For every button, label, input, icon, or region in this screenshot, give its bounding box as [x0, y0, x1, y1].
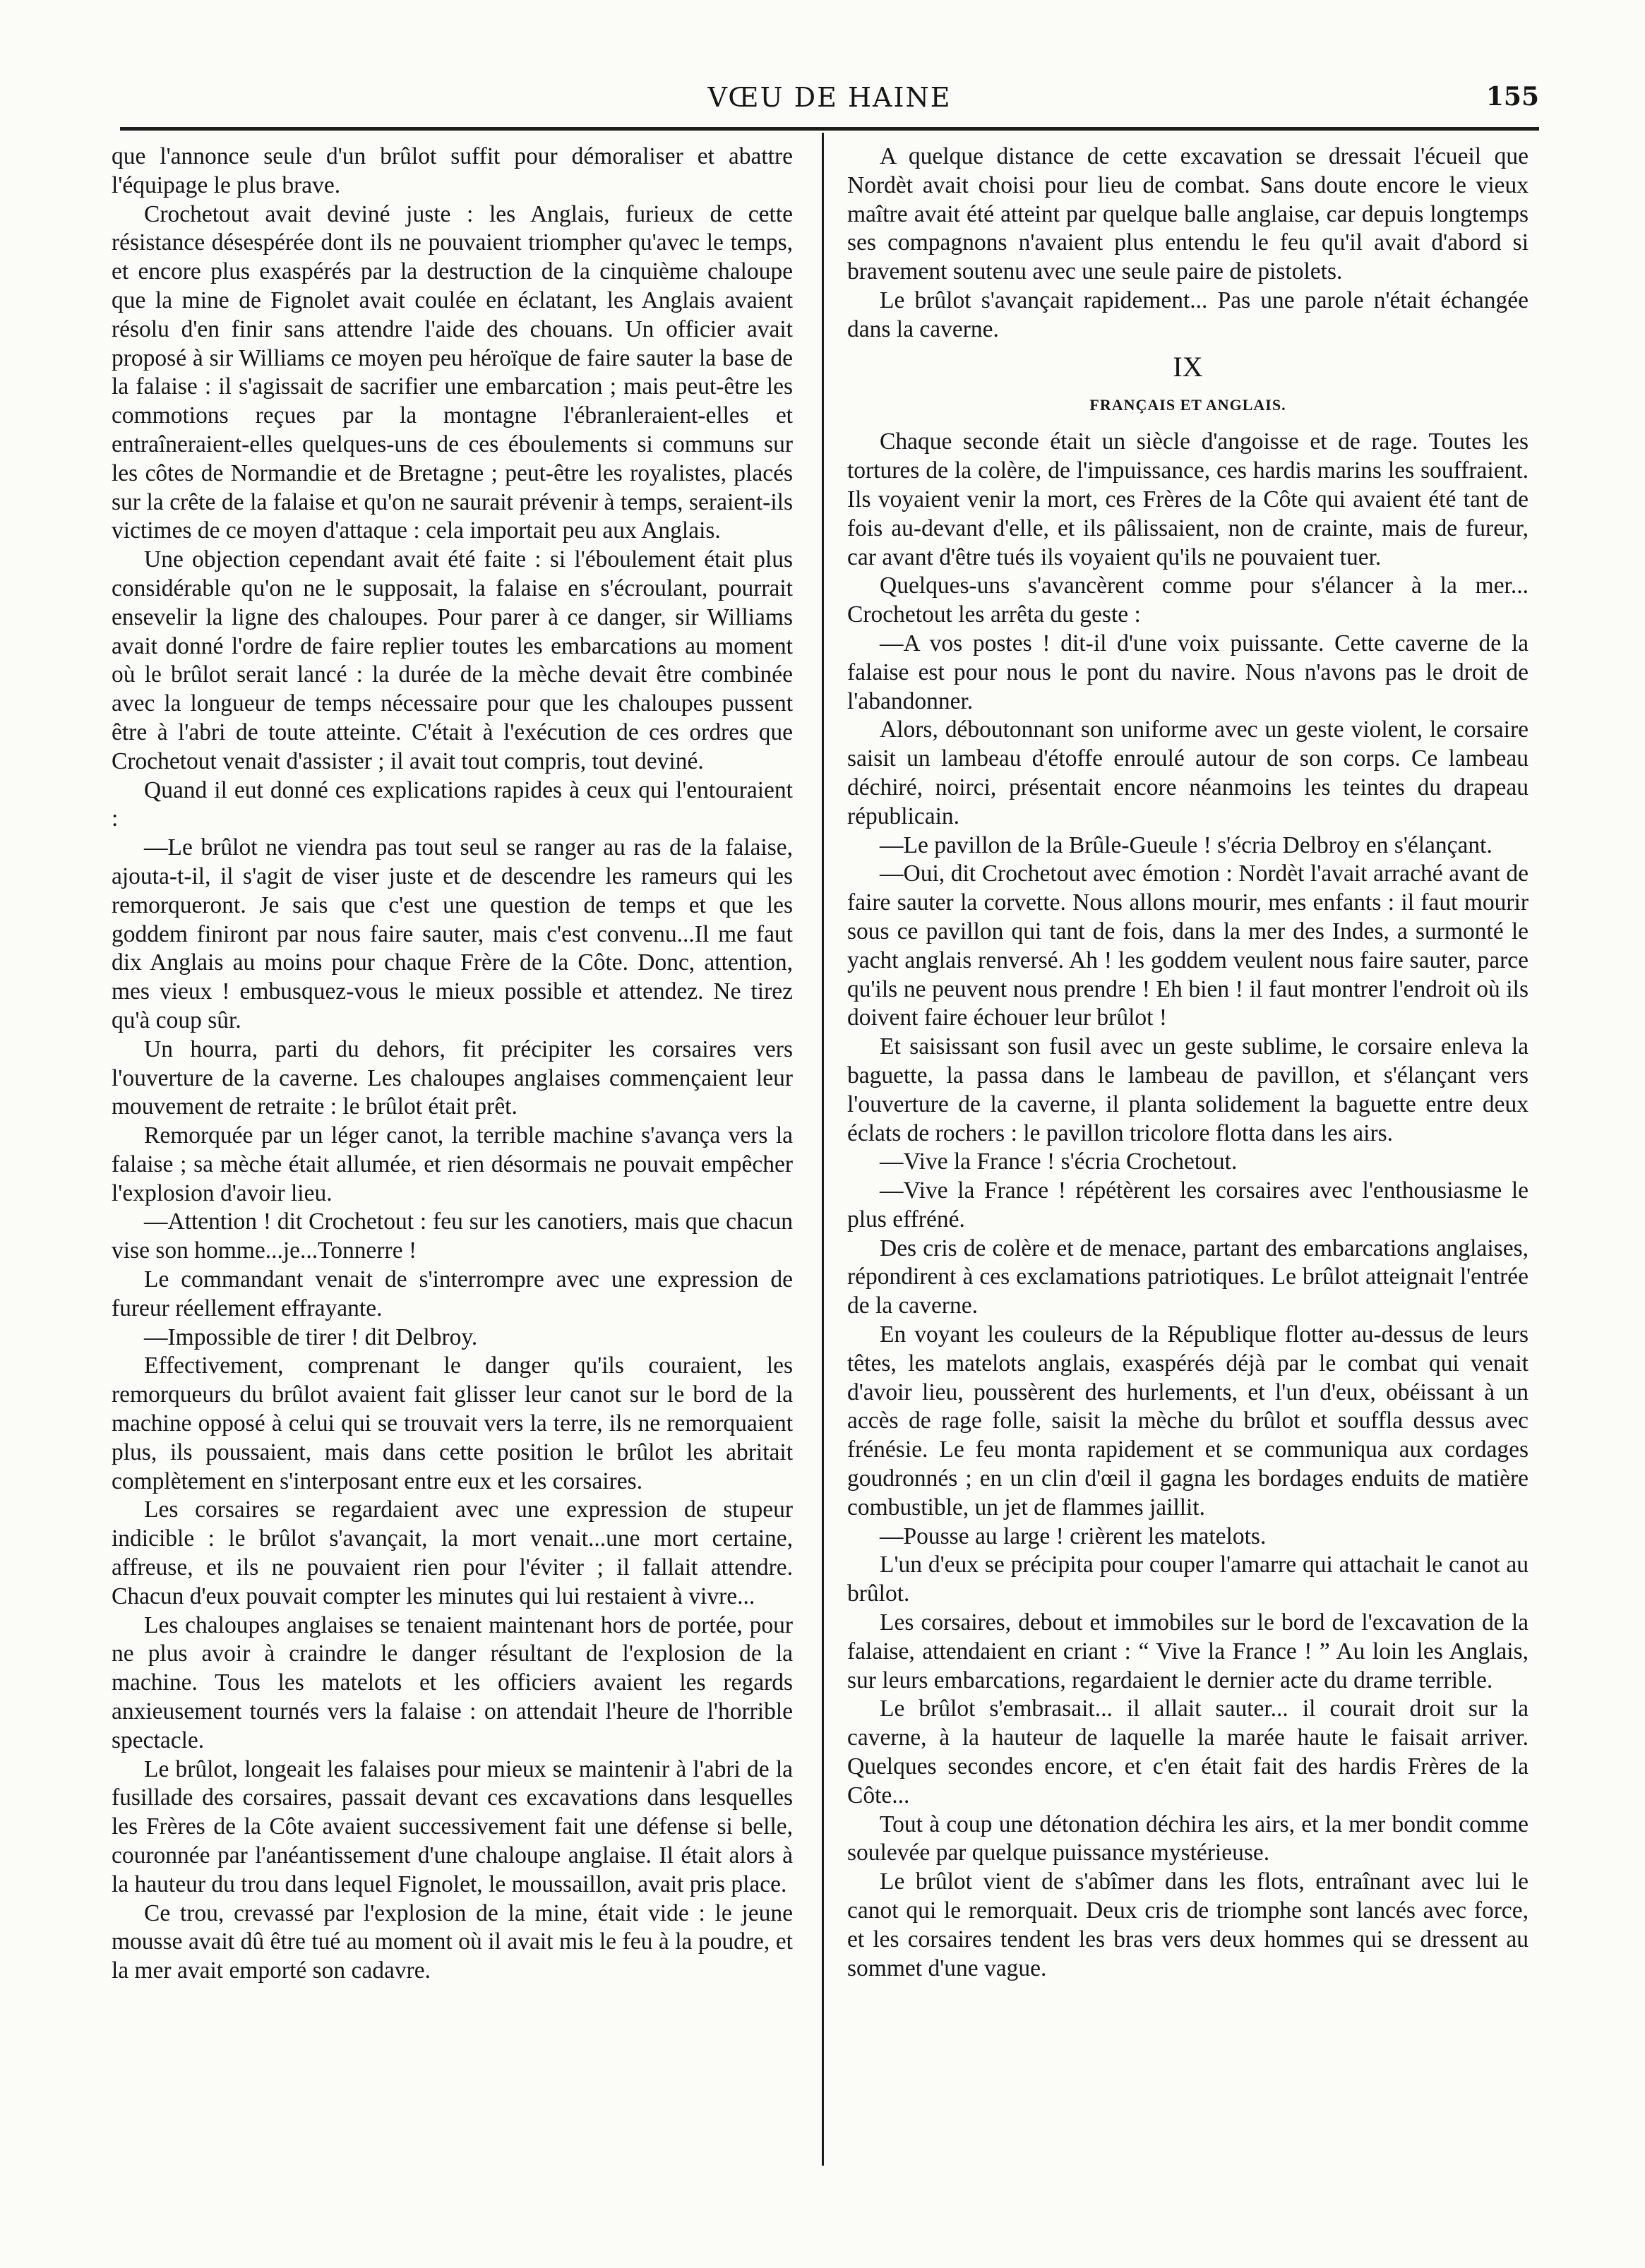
paragraph: Le brûlot s'embrasait... il allait sauter... il courait droit sur la caverne, à la hauteur de laquelle la marée haute le faisait arriver. Quelques secondes encore, et c'en était fait des hardis Frères de la Côte... [847, 1696, 1529, 1808]
paragraph: Et saisissant son fusil avec un geste sublime, le corsaire enleva la baguette, la passa dans le lambeau de pavillon, et s'élançant vers l'ouverture de la caverne, il planta solidement la baguette entre deux éclats de rochers : le pavillon tricolore flotta dans les airs. [847, 1033, 1529, 1146]
paragraph: Quelques-uns s'avancèrent comme pour s'élancer à la mer... Crochetout les arrêta du geste : [847, 572, 1529, 628]
paragraph: Les corsaires, debout et immobiles sur le bord de l'excavation de la falaise, attendaient en criant : “ Vive la France ! ” Au loin les Anglais, sur leurs embarcations, regardaient le dernier acte du drame terrible. [847, 1609, 1529, 1693]
paragraph: Quand il eut donné ces explications rapides à ceux qui l'entouraient : [112, 776, 793, 832]
paragraph: Le brûlot s'avançait rapidement... Pas une parole n'était échangée dans la caverne. [847, 287, 1529, 342]
paragraph: Crochetout avait deviné juste : les Anglais, furieux de cette résistance désespérée dont ils ne pouvaient triompher qu'avec le temps, et encore plus exaspérés par la destruction de la cinquième chaloupe que la mine de Fignolet avait coulée en éclatant, les Anglais avaient résolu d'en finir sans attendre l'aide des chouans. Un officier avait proposé à sir Williams ce moyen peu héroïque de faire sauter la base de la falaise : il s'agissait de sacrifier une embarcation ; mais peut-être les commotions reçues par la montagne l'ébranleraient-elles et entraîneraient-elles quelques-uns de ces éboulements si communs sur les côtes de Normandie et de Bretagne ; peut-être les royalistes, placés sur la crête de la falaise et qu'on ne saurait prévenir à temps, seraient-ils victimes de ce moyen d'attaque : cela importait peu aux Anglais. [112, 200, 793, 544]
paragraph: —Vive la France ! répétèrent les corsaires avec l'enthousiasme le plus effréné. [847, 1177, 1529, 1232]
paragraph: —A vos postes ! dit-il d'une voix puissante. Cette caverne de la falaise est pour nous le pont du navire. Nous n'avons pas le droit de l'abandonner. [847, 630, 1529, 714]
paragraph: —Impossible de tirer ! dit Delbroy. [144, 1324, 478, 1350]
paragraph: —Le pavillon de la Brûle-Gueule ! s'écria Delbroy en s'élançant. [880, 832, 1493, 858]
paragraph: Chaque seconde était un siècle d'angoisse et de rage. Toutes les tortures de la colère, de l'impuissance, ces hardis marins les souffraient. Ils voyaient venir la mort, ces Frères de la Côte qui avaient été tant de fois au-devant d'elle, et ils pâlissaient, non de crainte, mais de fureur, car avant d'être tués ils voyaient qu'ils ne pouvaient tuer. [847, 428, 1529, 570]
paragraph: —Le brûlot ne viendra pas tout seul se ranger au ras de la falaise, ajouta-t-il, il s'agit de viser juste et de descendre les rameurs qui les remorqueront. Je sais que c'est une question de temps et que les goddem finiront par nous faire sauter, mais c'est convenu...Il me faut dix Anglais au moins pour chaque Frère de la Côte. Donc, attention, mes vieux ! embusquez-vous le mieux possible et attendez. Ne tirez qu'à coup sûr. [112, 834, 793, 1033]
paragraph: Effectivement, comprenant le danger qu'ils couraient, les remorqueurs du brûlot avaient fait glisser leur canot sur le bord de la machine opposé à celui qui se trouvait vers la terre, ils ne remorquaient plus, ils poussaient, mais dans cette position le brûlot les abritait complètement en s'interposant entre eux et les corsaires. [112, 1352, 793, 1494]
column-divider [822, 133, 824, 2166]
paragraph: Tout à coup une détonation déchira les airs, et la mer bondit comme soulevée par quelque puissance mystérieuse. [847, 1811, 1529, 1866]
paragraph: Le brûlot, longeait les falaises pour mieux se maintenir à l'abri de la fusillade des corsaires, passait devant ces excavations dans lesquelles les Frères de la Côte avaient successivement fait une défense si belle, couronnée par l'anéantissement d'une chaloupe anglaise. Il était alors à la hauteur du trou dans lequel Fignolet, le moussaillon, avait pris place. [112, 1756, 793, 1897]
paragraph: Un hourra, parti du dehors, fit précipiter les corsaires vers l'ouverture de la caverne. Les chaloupes anglaises commençaient leur mouvement de retraite : le brûlot était prêt. [112, 1036, 793, 1120]
paragraph: En voyant les couleurs de la République flotter au-dessus de leurs têtes, les matelots anglais, exaspérés déjà par le combat qui venait d'avoir lieu, poussèrent des hurlements, et l'un d'eux, obéissant à un accès de rage folle, saisit la mèche du brûlot et souffla dessus avec frénésie. Le feu monta rapidement et se communiqua aux cordages goudronnés ; en un clin d'œil il gagna les bordages enduits de matière combustible, un jet de flammes jaillit. [847, 1321, 1529, 1520]
paragraph: Le brûlot vient de s'abîmer dans les flots, entraînant avec lui le canot qui le remorquait. Deux cris de triomphe sont lancés avec force, et les corsaires tendent les bras vers deux hommes qui se dressent au sommet d'une vague. [847, 1868, 1529, 1981]
paragraph: Le commandant venait de s'interrompre avec une expression de fureur réellement effrayante. [112, 1266, 793, 1321]
section-number: IX [1173, 350, 1203, 383]
paragraph: —Pousse au large ! crièrent les matelots. [880, 1523, 1267, 1549]
paragraph: Alors, déboutonnant son uniforme avec un geste violent, le corsaire saisit un lambeau d'étoffe enroulé autour de son corps. Ce lambeau déchiré, noirci, présentait encore néanmoins les teintes du drapeau républicain. [847, 716, 1529, 829]
page-header [120, 76, 1539, 119]
section-title: FRANÇAIS ET ANGLAIS. [1089, 395, 1286, 414]
paragraph: —Attention ! dit Crochetout : feu sur les canotiers, mais que chacun vise son homme...je...Tonnerre ! [112, 1208, 793, 1264]
paragraph: —Vive la France ! s'écria Crochetout. [880, 1148, 1238, 1175]
paragraph: —Oui, dit Crochetout avec émotion : Nordèt l'avait arraché avant de faire sauter la corvette. Nous allons mourir, mes enfants : il faut mourir sous ce pavillon qui tant de fois, dans la mer des Indes, a surmonté le yacht anglais renversé. Ah ! les goddem veulent nous faire sauter, parce qu'ils ne peuvent nous prendre ! Eh bien ! il faut montrer l'endroit où ils doivent faire échouer leur brûlot ! [847, 860, 1529, 1031]
page-number: 155 [1485, 82, 1539, 112]
paragraph: A quelque distance de cette excavation se dressait l'écueil que Nordèt avait choisi pour lieu de combat. Sans doute encore le vieux maître avait été atteint par quelque balle anglaise, car depuis longtemps ses compagnons n'avaient plus entendu le feu qu'il avait d'abord si bravement soutenu avec une seule paire de pistolets. [847, 143, 1529, 285]
paragraph: Remorquée par un léger canot, la terrible machine s'avança vers la falaise ; sa mèche était allumée, et rien désormais ne pouvait empêcher l'explosion d'avoir lieu. [112, 1122, 793, 1206]
paragraph: Ce trou, crevassé par l'explosion de la mine, était vide : le jeune mousse avait dû être tué au moment où il avait mis le feu à la poudre, et la mer avait emporté son cadavre. [112, 1900, 793, 1984]
right-column [847, 143, 1529, 1983]
running-title: VŒU DE HAINE [707, 82, 952, 113]
left-column [112, 143, 793, 1986]
paragraph: Des cris de colère et de menace, partant des embarcations anglaises, répondirent à ces exclamations patriotiques. Le brûlot atteignait l'entrée de la caverne. [847, 1235, 1529, 1319]
paragraph: que l'annonce seule d'un brûlot suffit pour démoraliser et abattre l'équipage le plus brave. [112, 143, 793, 198]
paragraph: Les corsaires se regardaient avec une expression de stupeur indicible : le brûlot s'avançait, la mort venait...une mort certaine, affreuse, et ils ne pouvaient rien pour l'éviter ; il fallait attendre. Chacun d'eux pouvait compter les minutes qui lui restaient à vivre... [112, 1496, 793, 1609]
paragraph: Les chaloupes anglaises se tenaient maintenant hors de portée, pour ne plus avoir à craindre le danger résultant de l'explosion de la machine. Tous les matelots et les officiers avaient les regards anxieusement tournés vers la falaise : on attendait l'heure de l'horrible spectacle. [112, 1612, 793, 1753]
paragraph: L'un d'eux se précipita pour couper l'amarre qui attachait le canot au brûlot. [847, 1552, 1529, 1607]
paragraph: Une objection cependant avait été faite : si l'éboulement était plus considérable qu'on ne le supposait, la falaise en s'écroulant, pourrait ensevelir la ligne des chaloupes. Pour parer à ce danger, sir Williams avait donné l'ordre de faire replier toutes les embarcations au moment où le brûlot serait lancé : la durée de la mèche devait être combinée avec la longueur de temps nécessaire pour que les chaloupes pussent être à l'abri de toute atteinte. C'était à l'exécution de ces ordres que Crochetout venait d'assister ; il avait tout compris, tout deviné. [112, 546, 793, 774]
header-rule [120, 127, 1539, 131]
